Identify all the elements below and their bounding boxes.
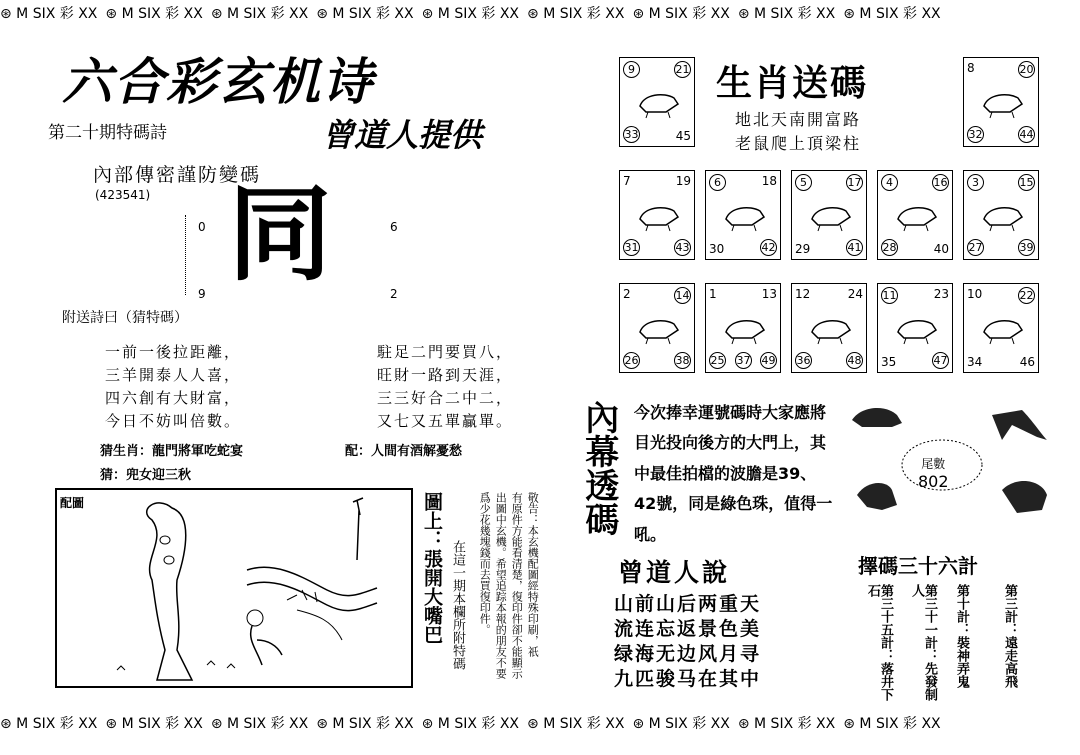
monkey-icon — [720, 308, 768, 346]
zodiac-card-monkey — [705, 283, 781, 373]
code-number: (423541) — [95, 188, 151, 202]
card-number: 48 — [847, 354, 862, 367]
card-number: 37 — [736, 354, 751, 367]
strip-segment: ⊛ M SIX 彩 ⅩⅩ — [0, 716, 98, 732]
inner-code-label: 內部傳密謹防變碼 — [93, 164, 262, 186]
zodiac-line: 老鼠爬上頂梁柱 — [735, 134, 862, 153]
card-number: 34 — [967, 355, 983, 369]
author-label: 曾道人提供 — [322, 116, 483, 154]
tail-number-badge — [918, 455, 949, 491]
featured-character: 同 — [228, 173, 333, 295]
zodiac-card-snake — [877, 170, 953, 260]
card-number: 36 — [796, 354, 811, 367]
says-row: 九匹骏马在其中 — [614, 668, 762, 691]
zodiac-card-pig — [963, 283, 1039, 373]
zodiac-title: 生肖送碼 — [716, 63, 869, 104]
zodiac-card-rat — [619, 57, 695, 147]
zodiac-card-dragon — [791, 170, 867, 260]
card-number: 28 — [882, 241, 897, 254]
picture-caption: 圖上：張開大嘴巴 — [421, 492, 443, 644]
strip-segment: ⊛ M SIX 彩 ⅩⅩ — [527, 6, 625, 22]
card-number: 17 — [847, 176, 862, 189]
strip-segment: ⊛ M SIX 彩 ⅩⅩ — [632, 6, 730, 22]
says-row: 山前山后两重天 — [614, 593, 762, 615]
card-number: 1 — [709, 287, 717, 301]
card-number: 5 — [795, 174, 812, 191]
strip-segment: ⊛ M SIX 彩 ⅩⅩ — [737, 716, 836, 732]
strip-segment: ⊛ M SIX 彩 ⅩⅩ — [527, 716, 625, 732]
dragon-icon — [806, 195, 854, 233]
left-dotted-rule — [185, 215, 190, 295]
strategy-item: 第三計：遠走高飛 — [1002, 584, 1017, 688]
zodiac-card-dog — [877, 283, 953, 373]
zodiac-card-goat — [619, 283, 695, 373]
strip-segment: ⊛ M SIX 彩 ⅩⅩ — [210, 6, 309, 22]
card-number: 27 — [968, 241, 983, 254]
strategy-item: 第三十一計：先發制人 — [909, 584, 937, 701]
poem-line: 駐足二門要買八， — [377, 343, 514, 361]
picture-frame — [55, 488, 413, 688]
card-number: 46 — [1019, 355, 1035, 369]
strip-segment: ⊛ M SIX 彩 ⅩⅩ — [210, 716, 309, 732]
poem-line: 又七又五單贏單。 — [377, 412, 514, 430]
says-poem — [614, 592, 761, 692]
guess-zodiac: 猜生肖：龍門將軍吃蛇宴 — [100, 444, 244, 459]
zodiac-card-ox — [963, 57, 1039, 147]
card-number: 21 — [675, 63, 690, 76]
strip-segment: ⊛ M SIX 彩 ⅩⅩ — [737, 6, 836, 22]
notice-line: 敬告：本玄機配圖經特殊印刷，祇 — [526, 492, 540, 657]
card-number: 23 — [933, 287, 949, 301]
says-row: 流连忘返景色美 — [614, 618, 762, 641]
card-number: 43 — [675, 241, 690, 254]
card-number: 35 — [881, 355, 897, 369]
poem-line: 一前一後拉距離， — [105, 343, 242, 361]
strategy-item: 第三十五計：落井下石 — [865, 584, 893, 701]
strip-segment: ⊛ M SIX 彩 ⅩⅩ — [421, 716, 520, 732]
card-number: 45 — [675, 129, 691, 143]
card-number: 2 — [623, 287, 631, 301]
poem-line: 今日不妨叫倍數。 — [105, 412, 242, 430]
says-title: 曾道人說 — [618, 558, 731, 587]
rabbit-icon — [720, 195, 768, 233]
corner-number-tl: 0 — [198, 220, 206, 234]
card-number: 40 — [933, 242, 949, 256]
card-number: 44 — [1019, 128, 1034, 141]
card-number: 15 — [1019, 176, 1034, 189]
tail-value: 802 — [918, 472, 949, 491]
card-number: 47 — [933, 354, 948, 367]
zodiac-line: 地北天南開富路 — [735, 110, 862, 129]
rooster-icon — [806, 308, 854, 346]
picture-note: 在這一期本欄所附特碼 — [450, 540, 465, 670]
card-number: 33 — [624, 128, 639, 141]
card-number: 42 — [761, 241, 776, 254]
goat-icon — [634, 308, 682, 346]
animal-sketches — [842, 395, 1062, 535]
poem-line: 三羊開泰人人喜， — [105, 366, 242, 384]
card-number: 32 — [968, 128, 983, 141]
poem-heading: 附送詩曰（猜特碼） — [62, 310, 188, 326]
inside-text: 今次捧幸運號碼時大家應將目光投向後方的大門上，其中最佳拍檔的波膽是39、42號，同是綠色珠，值得一吼。 — [634, 403, 833, 544]
corner-number-br: 2 — [390, 287, 398, 301]
strip-segment: ⊛ M SIX 彩 ⅩⅩ — [421, 6, 520, 22]
poem-line: 四六創有大財富， — [105, 389, 242, 407]
card-number: 39 — [1019, 241, 1034, 254]
inside-title: 內幕透碼 — [578, 400, 619, 536]
card-number: 8 — [967, 61, 975, 75]
card-number: 22 — [1019, 289, 1034, 302]
strip-segment: ⊛ M SIX 彩 ⅩⅩ — [843, 716, 941, 732]
corner-number-tr: 6 — [390, 220, 398, 234]
card-number: 20 — [1019, 63, 1034, 76]
card-number: 18 — [761, 174, 777, 188]
strip-segment: ⊛ M SIX 彩 ⅩⅩ — [843, 6, 941, 22]
strip-segment: ⊛ M SIX 彩 ⅩⅩ — [316, 716, 414, 732]
card-number: 13 — [761, 287, 777, 301]
card-number: 9 — [623, 61, 640, 78]
page-title: 六合彩玄机诗 — [62, 53, 374, 111]
strip-segment: ⊛ M SIX 彩 ⅩⅩ — [316, 6, 414, 22]
snake-icon — [892, 195, 940, 233]
card-number: 38 — [675, 354, 690, 367]
cartoon-illustration — [57, 490, 411, 686]
strategy-item: 第十計：裝神弄鬼 — [954, 584, 969, 688]
poem-line: 三三好合二中二， — [377, 389, 514, 407]
issue-label: 第二十期特碼詩 — [48, 123, 167, 143]
card-number: 3 — [967, 174, 984, 191]
card-number: 11 — [882, 289, 897, 302]
card-number: 25 — [710, 354, 725, 367]
notice-line: 出圖中玄機。希望追踪本報的朋友不要 — [494, 492, 508, 679]
zodiac-card-horse — [963, 170, 1039, 260]
says-row: 绿海无边风月寻 — [614, 643, 762, 666]
guess-extra: 猜：兜女迎三秋 — [100, 468, 192, 483]
strip-segment: ⊛ M SIX 彩 ⅩⅩ — [0, 6, 98, 22]
tail-label: 尾數 — [921, 457, 946, 471]
pig-icon — [978, 308, 1026, 346]
strip-segment: ⊛ M SIX 彩 ⅩⅩ — [105, 6, 203, 22]
tiger-icon — [634, 195, 682, 233]
card-number: 4 — [881, 174, 898, 191]
card-number: 14 — [675, 289, 690, 302]
card-number: 24 — [847, 287, 863, 301]
zodiac-card-rooster — [791, 283, 867, 373]
card-number: 19 — [675, 174, 691, 188]
notice-line: 有原件方能看清楚，復印件卻不能顯示 — [510, 492, 524, 679]
card-number: 49 — [761, 354, 776, 367]
card-number: 16 — [933, 176, 948, 189]
card-number: 10 — [967, 287, 983, 301]
dog-icon — [892, 308, 940, 346]
horse-icon — [978, 195, 1026, 233]
bottom-banner-strip — [0, 710, 1080, 736]
poem-line: 旺財一路到天涯， — [377, 366, 514, 384]
card-number: 26 — [624, 354, 639, 367]
card-number: 6 — [709, 174, 726, 191]
strategy-title: 擇碼三十六計 — [858, 554, 978, 578]
zodiac-card-tiger — [619, 170, 695, 260]
zodiac-card-rabbit — [705, 170, 781, 260]
rat-icon — [634, 82, 682, 120]
notice-line: 爲少花幾塊錢而去買復印件。 — [478, 492, 492, 635]
picture-label: 配圖 — [60, 496, 85, 510]
corner-number-bl: 9 — [198, 287, 206, 301]
strip-segment: ⊛ M SIX 彩 ⅩⅩ — [632, 716, 730, 732]
card-number: 12 — [795, 287, 811, 301]
card-number: 7 — [623, 174, 631, 188]
card-number: 31 — [624, 241, 639, 254]
strip-segment: ⊛ M SIX 彩 ⅩⅩ — [105, 716, 203, 732]
card-number: 29 — [795, 242, 811, 256]
guess-pair: 配：人間有酒解憂愁 — [345, 444, 463, 459]
top-banner-strip — [0, 0, 1080, 26]
card-number: 30 — [709, 242, 725, 256]
card-number: 41 — [847, 241, 862, 254]
ox-icon — [978, 82, 1026, 120]
